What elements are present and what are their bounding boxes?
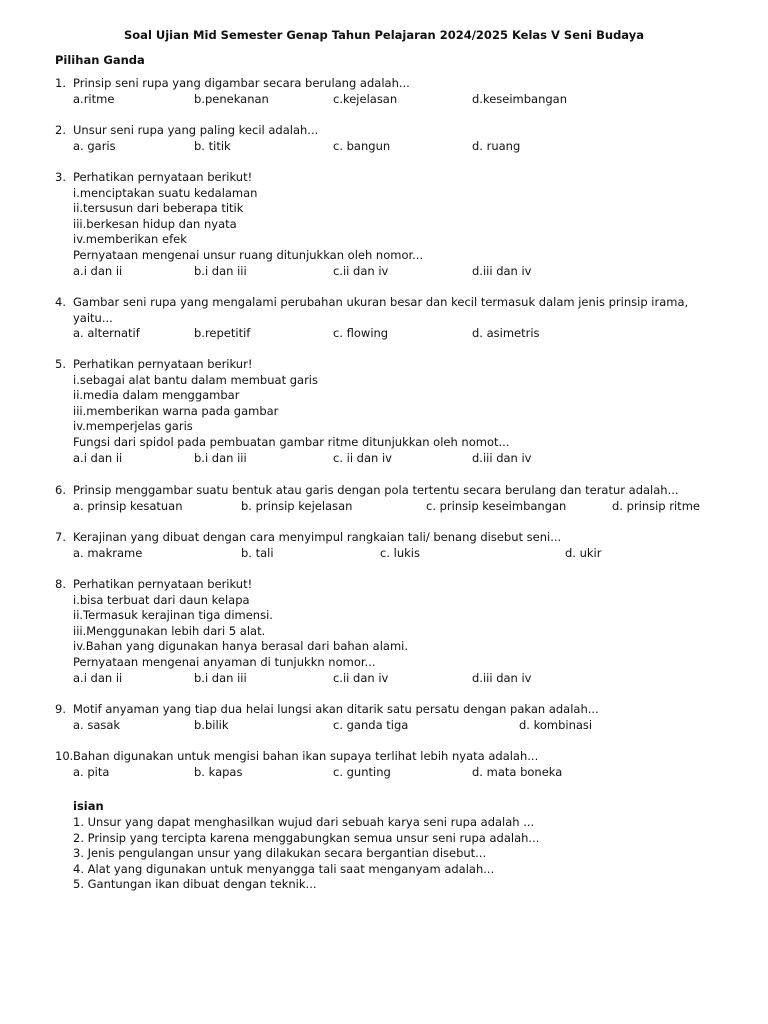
question-text: Bahan digunakan untuk mengisi bahan ikan supaya terlihat lebih nyata adalah... <box>73 749 539 763</box>
answer-option: d. ruang <box>472 138 521 153</box>
isian-item: 5. Gantungan ikan dibuat dengan teknik... <box>73 877 317 892</box>
answer-option: d. kombinasi <box>519 717 593 732</box>
question-4 <box>55 295 715 342</box>
answer-options <box>55 264 715 280</box>
answer-option: c.kejelasan <box>333 91 398 106</box>
question-statement: iii.berkesan hidup dan nyata <box>73 216 237 231</box>
question-text: Perhatikan pernyataan berikut! <box>73 170 253 184</box>
answer-option: b.i dan iii <box>194 670 247 685</box>
question-number: 7. <box>55 530 66 544</box>
answer-options <box>55 326 715 342</box>
question-10 <box>55 749 715 780</box>
question-statement: iv.Bahan yang digunakan hanya berasal dari bahan alami. <box>73 639 409 654</box>
answer-option: b.penekanan <box>194 91 269 106</box>
answer-option: a. garis <box>73 138 116 153</box>
answer-option: a. pita <box>73 764 110 779</box>
question-statement: Pernyataan mengenai anyaman di tunjukkn nomor... <box>73 654 376 669</box>
answer-option: a. prinsip kesatuan <box>73 498 183 513</box>
answer-option: d. prinsip ritme <box>612 498 700 513</box>
answer-option: d.iii dan iv <box>472 670 532 685</box>
question-2 <box>55 123 715 154</box>
exam-title: Soal Ujian Mid Semester Genap Tahun Pelajaran 2024/2025 Kelas V Seni Budaya <box>124 28 644 42</box>
section-pilihan-ganda: Pilihan Ganda <box>55 53 145 67</box>
answer-option: b. kapas <box>194 764 243 779</box>
answer-option: c. flowing <box>333 326 389 341</box>
question-5 <box>55 357 715 466</box>
answer-option: b. prinsip kejelasan <box>241 498 353 513</box>
answer-option: d.iii dan iv <box>472 450 532 465</box>
question-number: 3. <box>55 170 66 184</box>
question-number: 6. <box>55 483 66 497</box>
answer-options <box>55 765 715 781</box>
answer-option: d. asimetris <box>472 326 540 341</box>
answer-options <box>55 718 715 734</box>
question-text: Kerajinan yang dibuat dengan cara menyimpul rangkaian tali/ benang disebut seni... <box>73 530 562 544</box>
answer-option: c. ganda tiga <box>333 717 409 732</box>
question-statement: ii.media dalam menggambar <box>73 388 240 403</box>
answer-options <box>55 92 715 108</box>
question-number: 5. <box>55 357 66 371</box>
answer-option: d.keseimbangan <box>472 91 568 106</box>
isian-item: 2. Prinsip yang tercipta karena menggabungkan semua unsur seni rupa adalah... <box>73 830 540 845</box>
question-8 <box>55 577 715 686</box>
question-text: Gambar seni rupa yang mengalami perubahan ukuran besar dan kecil termasuk dalam jenis prinsip irama, <box>73 295 689 309</box>
question-number: 1. <box>55 76 66 90</box>
answer-option: b.bilik <box>194 717 229 732</box>
question-number: 4. <box>55 295 66 309</box>
question-9 <box>55 702 715 733</box>
question-statement: i.sebagai alat bantu dalam membuat garis <box>73 372 318 387</box>
question-statement: i.menciptakan suatu kedalaman <box>73 185 258 200</box>
answer-option: c. prinsip keseimbangan <box>426 498 567 513</box>
answer-option: b.i dan iii <box>194 263 247 278</box>
question-text: Perhatikan pernyataan berikur! <box>73 357 253 371</box>
question-7 <box>55 530 715 561</box>
answer-option: c. lukis <box>380 545 420 560</box>
question-statement: i.bisa terbuat dari daun kelapa <box>73 592 250 607</box>
answer-option: a.i dan ii <box>73 670 123 685</box>
answer-option: a.i dan ii <box>73 450 123 465</box>
answer-option: c.ii dan iv <box>333 670 389 685</box>
question-number: 9. <box>55 702 66 716</box>
question-number: 8. <box>55 577 66 591</box>
answer-option: a. alternatif <box>73 326 140 341</box>
question-text: Prinsip seni rupa yang digambar secara berulang adalah... <box>73 76 410 90</box>
answer-option: b.i dan iii <box>194 450 247 465</box>
answer-option: d. mata boneka <box>472 764 563 779</box>
question-statement: ii.Termasuk kerajinan tiga dimensi. <box>73 608 273 623</box>
answer-option: c. gunting <box>333 764 391 779</box>
question-text: Prinsip menggambar suatu bentuk atau garis dengan pola tertentu secara berulang dan teratur adalah... <box>73 483 679 497</box>
answer-option: a. makrame <box>73 545 143 560</box>
answer-option: c.ii dan iv <box>333 263 389 278</box>
answer-option: a.i dan ii <box>73 263 123 278</box>
answer-option: d.iii dan iv <box>472 263 532 278</box>
question-text: Unsur seni rupa yang paling kecil adalah... <box>73 123 319 137</box>
question-3 <box>55 170 715 279</box>
answer-option: b.repetitif <box>194 326 251 341</box>
answer-options <box>55 671 715 687</box>
question-text: Perhatikan pernyataan berikut! <box>73 577 253 591</box>
answer-options <box>55 139 715 155</box>
answer-option: b. tali <box>241 545 274 560</box>
answer-options <box>55 546 715 562</box>
question-statement: Pernyataan mengenai unsur ruang ditunjukkan oleh nomor... <box>73 247 424 262</box>
question-number: 10. <box>55 749 74 763</box>
question-statement: yaitu... <box>73 310 113 325</box>
question-1 <box>55 76 715 107</box>
isian-item: 1. Unsur yang dapat menghasilkan wujud dari sebuah karya seni rupa adalah ... <box>73 815 535 829</box>
question-6 <box>55 483 715 514</box>
answer-option: a.ritme <box>73 91 115 106</box>
question-statement: iv.memberikan efek <box>73 232 187 247</box>
answer-option: c. bangun <box>333 138 391 153</box>
isian-item: 4. Alat yang digunakan untuk menyangga tali saat menganyam adalah... <box>73 861 495 876</box>
answer-option: d. ukir <box>565 545 602 560</box>
isian-item: 3. Jenis pengulangan unsur yang dilakukan secara bergantian disebut... <box>73 846 487 861</box>
answer-option: c. ii dan iv <box>333 450 392 465</box>
isian-list <box>73 815 713 893</box>
question-number: 2. <box>55 123 66 137</box>
answer-options <box>55 499 715 515</box>
question-statement: Fungsi dari spidol pada pembuatan gambar ritme ditunjukkan oleh nomot... <box>73 434 510 449</box>
section-isian: isian <box>73 799 104 813</box>
question-statement: ii.tersusun dari beberapa titik <box>73 201 244 216</box>
answer-option: a. sasak <box>73 717 121 732</box>
answer-options <box>55 451 715 467</box>
question-text: Motif anyaman yang tiap dua helai lungsi akan ditarik satu persatu dengan pakan adalah... <box>73 702 599 716</box>
question-statement: iii.Menggunakan lebih dari 5 alat. <box>73 623 266 638</box>
question-statement: iv.memperjelas garis <box>73 419 193 434</box>
question-statement: iii.memberikan warna pada gambar <box>73 403 279 418</box>
answer-option: b. titik <box>194 138 231 153</box>
